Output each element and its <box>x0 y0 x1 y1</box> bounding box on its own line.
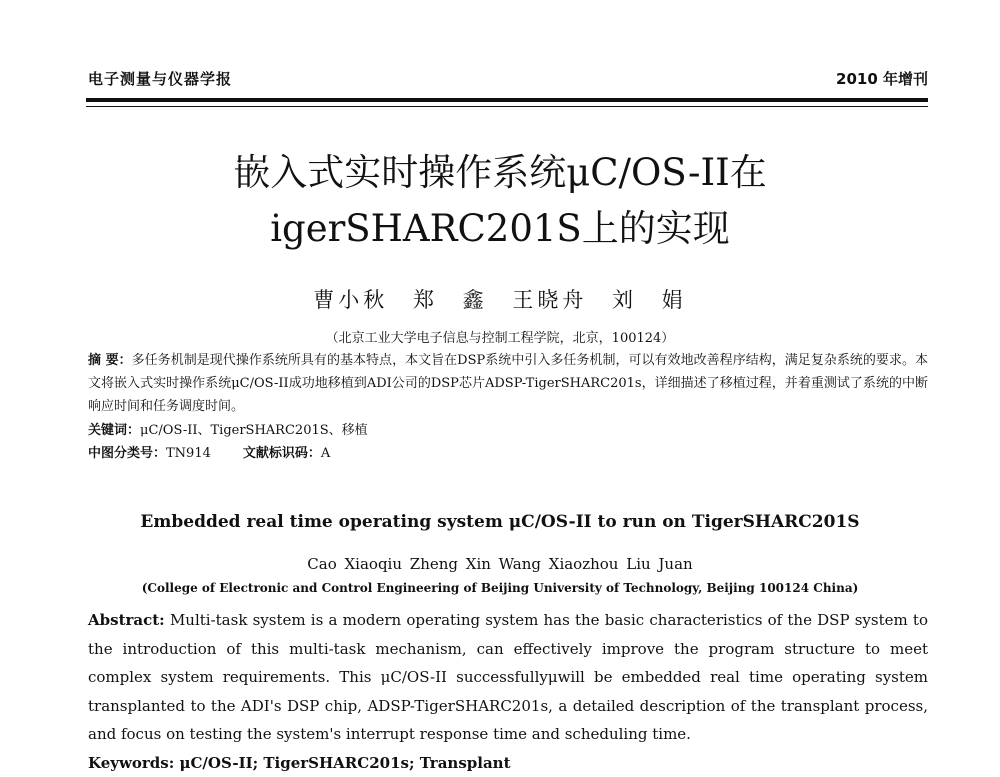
issue-label: 2010 年增刊 <box>836 70 928 88</box>
classification-line <box>88 442 928 465</box>
keywords-en-label: Keywords: <box>88 754 175 772</box>
abstract-en-text: Multi-task system is a modern operating system has the basic characteristics of the DSP system to the introduction of this multi-task mechanism, can effectively improve the program structure to meet complex system requirements. This μC/OS-II successfullyμwill be embedded real time operating system transplanted to the ADI's DSP chip, ADSP-TigerSHARC201s, a detailed description of the transplant process, and focus on testing the system's interrupt response time and scheduling time. <box>88 611 928 743</box>
authors-cn: 曹小秋 郑 鑫 王晓舟 刘 娟 <box>313 288 687 312</box>
abstract-en <box>88 606 928 749</box>
keywords-cn-text: μC/OS-II、TigerSHARC201S、移植 <box>140 423 368 438</box>
abstract-cn <box>88 349 928 418</box>
clc-value: TN914 <box>166 446 211 461</box>
header-rule-thick <box>86 98 928 102</box>
doc-code-value: A <box>320 446 331 461</box>
abstract-en-label: Abstract: <box>88 611 165 629</box>
affiliation-cn: （北京工业大学电子信息与控制工程学院，北京，100124） <box>325 331 675 346</box>
abstract-cn-label: 摘 要： <box>88 353 132 368</box>
affiliation-en: (College of Electronic and Control Engineering of Beijing University of Technology, Beijing 100124 China) <box>141 581 859 595</box>
title-en: Embedded real time operating system μC/OS-II to run on TigerSHARC201S <box>140 512 860 532</box>
title-cn-line2: igerSHARC201S上的实现 <box>270 207 730 250</box>
doc-code-label: 文献标识码： <box>242 446 321 461</box>
journal-name: 电子测量与仪器学报 <box>88 70 233 88</box>
keywords-cn-label: 关键词： <box>88 423 141 438</box>
title-cn-line1: 嵌入式实时操作系统μC/OS-II在 <box>233 151 767 194</box>
keywords-cn <box>88 419 928 442</box>
clc-label: 中图分类号： <box>88 446 167 461</box>
abstract-cn-text: 多任务机制是现代操作系统所具有的基本特点，本文旨在DSP系统中引入多任务机制，可以有效地改善程序结构，满足复杂系统的要求。本文将嵌入式实时操作系统μC/OS-II成功地移植到ADI公司的DSP芯片ADSP-TigerSHARC201s，详细描述了移植过程，并着重测试了系统的中断响应时间和任务调度时间。 <box>88 353 929 414</box>
keywords-en <box>88 749 928 777</box>
keywords-en-text: μC/OS-II; TigerSHARC201s; Transplant <box>179 754 511 772</box>
authors-en: Cao Xiaoqiu Zheng Xin Wang Xiaozhou Liu Juan <box>307 555 693 573</box>
header-rule-thin <box>86 106 928 107</box>
